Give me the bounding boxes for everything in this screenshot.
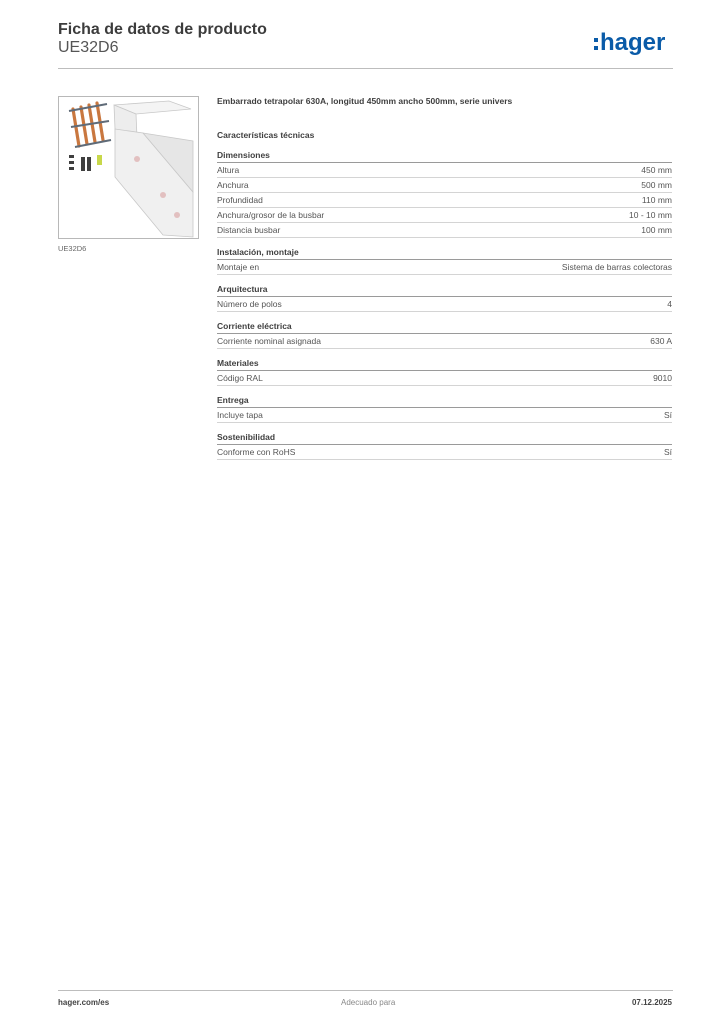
spec-value: 10 - 10 mm	[629, 210, 672, 220]
spec-value: 450 mm	[641, 165, 672, 175]
spec-row	[217, 297, 672, 312]
spec-section	[217, 246, 672, 275]
spec-value: Sistema de barras colectoras	[561, 262, 672, 272]
spec-value: 100 mm	[641, 225, 672, 235]
spec-value: 500 mm	[641, 180, 672, 190]
footer-website[interactable]: hager.com/es	[58, 998, 110, 1007]
spec-sections	[217, 149, 672, 460]
spec-row	[217, 193, 672, 208]
header-divider	[58, 68, 673, 69]
spec-panel	[217, 95, 672, 460]
spec-label: Código RAL	[217, 373, 263, 383]
spec-row	[217, 408, 672, 423]
section-title: Materiales	[217, 357, 672, 371]
tech-heading: Características técnicas	[217, 130, 315, 140]
spec-label: Número de polos	[217, 299, 282, 309]
spec-label: Corriente nominal asignada	[217, 336, 321, 346]
spec-row	[217, 163, 672, 178]
section-title: Entrega	[217, 394, 672, 408]
spec-row	[217, 178, 672, 193]
section-title: Sostenibilidad	[217, 431, 672, 445]
product-image	[58, 96, 199, 239]
spec-section	[217, 149, 672, 238]
brand-name: hager	[600, 29, 666, 56]
spec-section	[217, 431, 672, 460]
product-code: UE32D6	[58, 39, 119, 56]
spec-label: Profundidad	[217, 195, 263, 205]
busbar-kit-illustration	[59, 97, 198, 238]
spec-row	[217, 445, 672, 460]
spec-label: Incluye tapa	[217, 410, 263, 420]
spec-section	[217, 283, 672, 312]
section-title: Instalación, montaje	[217, 246, 672, 260]
section-title: Arquitectura	[217, 283, 672, 297]
spec-value: 4	[667, 299, 672, 309]
spec-value: 9010	[653, 373, 672, 383]
spec-section	[217, 357, 672, 386]
spec-value: Sí	[663, 447, 672, 457]
spec-section	[217, 320, 672, 349]
spec-value: 630 A	[650, 336, 672, 346]
footer-suitable-for: Adecuado para	[341, 998, 396, 1007]
section-title: Corriente eléctrica	[217, 320, 672, 334]
spec-label: Distancia busbar	[217, 225, 281, 235]
spec-label: Anchura	[217, 180, 249, 190]
spec-row	[217, 208, 672, 223]
spec-row	[217, 260, 672, 275]
spec-label: Conforme con RoHS	[217, 447, 296, 457]
image-caption: UE32D6	[58, 244, 87, 253]
spec-row	[217, 223, 672, 238]
spec-row	[217, 371, 672, 386]
footer-date: 07.12.2025	[631, 998, 672, 1007]
spec-label: Montaje en	[217, 262, 260, 272]
spec-label: Altura	[217, 165, 240, 175]
spec-value: Sí	[663, 410, 672, 420]
section-title: Dimensiones	[217, 149, 672, 163]
footer-divider	[58, 990, 673, 991]
product-description: Embarrado tetrapolar 630A, longitud 450mm ancho 500mm, serie univers	[217, 96, 513, 106]
page-title: Ficha de datos de producto	[58, 21, 267, 38]
spec-value: 110 mm	[641, 195, 672, 205]
hager-logo[interactable]	[593, 28, 675, 58]
spec-section	[217, 394, 672, 423]
spec-row	[217, 334, 672, 349]
spec-label: Anchura/grosor de la busbar	[217, 210, 325, 220]
